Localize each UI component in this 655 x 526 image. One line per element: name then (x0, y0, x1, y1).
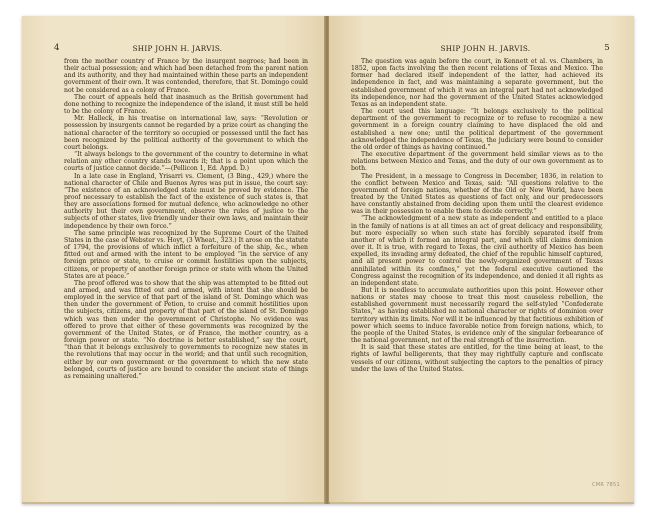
right-page-header (361, 43, 610, 53)
left-page-body (64, 58, 308, 380)
paragraph: The court of appeals held that inasmuch as the British government had done nothing to recognize the independence of the island, it must still be held to be the colony of France. (64, 93, 308, 116)
right-running-title: SHIP JOHN H. JARVIS. (440, 44, 531, 53)
paragraph: In a late case in England, Yrisarri vs. Clement, (3 Bing., 429,) where the national character of Chile and Buenos Ayres was put in issue, the court say: “The existence of an acknowledged state must be proved by evidence. The proof necessary to establish the fact of the existence of such states is, that they are associations formed for mutual defence, who acknowledge no other authority but their own government, observe the rules of justice to the subjects of other states, live friendly under their own laws, and maintain their independence by their own force.” (64, 172, 308, 230)
left-page (22, 16, 325, 502)
right-page (329, 16, 634, 502)
right-page-body (351, 58, 603, 373)
paragraph: The question was again before the court, in Kennett et al. vs. Chambers, in 1852, upon facts involving the then recent relations of Texas and Mexico. The former had declared itself independent of the latter, had achieved its independence in fact, and was maintaining a separate government, but the established government of which it was an integral part had not acknowledged its independence, nor had the government of the United States acknowledged Texas as an independent state. (351, 58, 603, 108)
paragraph: The President, in a message to Congress in December, 1836, in relation to the conflict between Mexico and Texas, said: “All questions relative to the government of foreign nations, whether of the Old or New World, have been treated by the United States as questions of fact only, and our predecessors have constantly abstained from deciding upon them until the clearest evidence was in their possession to enable them to decide correctly.” (351, 172, 603, 216)
left-running-title: SHIP JOHN H. JARVIS. (132, 44, 223, 53)
paragraph: “The acknowledgment of a new state as independent and entitled to a place in the family of nations is at all times an act of great delicacy and responsibility, but more especially so when such state has forcibly separated itself from another of which it formed an integral part, and which still claims dominion over it. It is true, with regard to Texas, the civil authority of Mexico has been expelled, its invading army defeated, the chief of the republic himself captured, and all present power to control the newly-organized government of Texas annihilated within its confines,” yet the federal executive cautioned the Congress against the recognition of its independence, and denied it all rights as an independent state. (351, 215, 603, 287)
right-page-number: 5 (604, 43, 610, 53)
left-page-header (54, 43, 301, 53)
left-page-number: 4 (54, 43, 60, 53)
paragraph: The court used this language: “It belongs exclusively to the political department of the government to recognize or to refuse to recognize a new government in a foreign country claiming to have displaced the old and established a new one; until the political department of the government acknowledged the independence of Texas, the judiciary were bound to consider the old order of things as having continued.” (351, 108, 603, 151)
paragraph: “It always belongs to the government of the country to determine in what relation any other country stands towards it; that is a point upon which the courts of justice cannot decide.”—(Pellicon 1, Ed. Appd. D.) (64, 151, 308, 173)
paragraph: It is said that these states are entitled, for the time being at least, to the rights of lawful belligerents, that they may rightfully capture and confiscate vessels of our citizens, without subjecting the captors to the penalties of piracy under the laws of the United States. (351, 344, 603, 373)
paragraph: The executive department of the government held similar views as to the relations between Mexico and Texas, and the duty of our own government as to both. (351, 151, 603, 173)
paragraph: The proof offered was to show that the ship was attempted to be fitted out and armed, and was fitted out and armed, with intent that she should be employed in the service of that part of the island of St. Domingo which was then under the government of Petion, to cruise and commit hostilities upon the subjects, citizens, and property of that part of the island of St. Domingo which was then under the government of Christophe. No evidence was offered to prove that either of these governments was recognized by the government of the United States, or of France, the mother country, as a foreign power or state. “No doctrine is better established,” say the court, “than that it belongs exclusively to governments to recognize new states in the revolutions that may occur in the world; and that until such recognition, either by our own government or the government to which the new state belonged, courts of justice are bound to consider the ancient state of things as remaining unaltered.” (64, 279, 308, 380)
paragraph: Mr. Halleck, in his treatise on international law, says: “Revolution or possession by insurgents cannot be regarded by a prize court as changing the national character of the territory so occupied or possessed until the fact has been recognized by the political authority of the government to which the court belongs. (64, 115, 308, 151)
paragraph: But it is needless to accumulate authorities upon this point. However other nations or states may choose to treat this most causeless rebellion, the established government must necessarily regard the self-styled “Confederate States,” as having established no national character or rights of dominion over territory within its limits. Nor will it be influenced by that factitious exhibition of power which seems to induce favorable notice from foreign nations, which, to the people of the United States, is evidence only of the singular forbearance of the national government, not of the real strength of the insurrection. (351, 287, 603, 345)
paragraph: from the mother country of France by the insurgent negroes; had been in their actual possession; and which had been detached from the parent nation and its authority, and they had maintained within these parts an independent government of their own. It was contended, therefore, that St. Domingo could not be considered as a colony of France. (64, 58, 308, 94)
paragraph: The same principle was recognized by the Supreme Court of the United States in the case of Webster vs. Hoyt, (3 Wheat., 323.) It arose on the statute of 1794, the provisions of which inflict a forfeiture of the ship, &c., when fitted out and armed with the intent to be employed “in the service of any foreign prince or state, to cruise or commit hostilities upon the subjects, citizens, or property of another foreign prince or state with whom the United States are at peace.” (64, 229, 308, 280)
open-book (22, 16, 634, 504)
library-stamp: CMR 7851 (592, 482, 620, 488)
